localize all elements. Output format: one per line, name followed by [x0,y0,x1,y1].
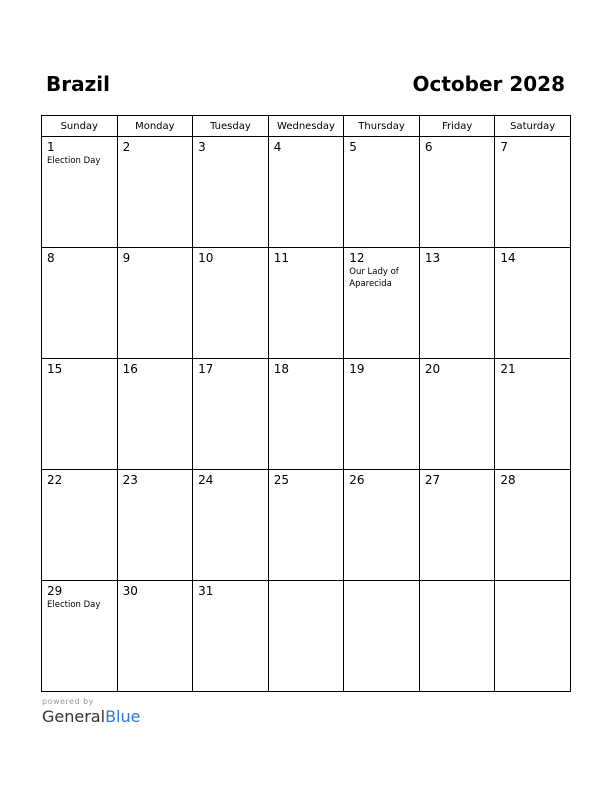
day-number: 17 [198,362,214,376]
day-cell [495,470,571,581]
day-number: 1 [47,140,55,154]
day-cell [268,248,344,359]
day-cell [268,581,344,692]
calendar-grid [41,115,571,692]
week-row [42,470,571,581]
day-number: 23 [122,473,138,487]
day-cell [117,470,193,581]
day-cell [42,248,118,359]
day-number: 22 [47,473,63,487]
day-number: 12 [349,251,365,265]
day-cell [495,248,571,359]
day-cell [42,137,118,248]
weekday-tuesday: Tuesday [193,116,269,137]
brand-logo [42,707,140,726]
day-number: 8 [47,251,55,265]
day-cell [419,248,495,359]
day-number: 3 [198,140,206,154]
day-number: 31 [198,584,214,598]
weekday-monday: Monday [117,116,193,137]
day-number: 28 [500,473,516,487]
week-row [42,359,571,470]
day-number: 14 [500,251,516,265]
day-number: 7 [500,140,509,154]
day-number: 24 [198,473,214,487]
day-cell [193,248,269,359]
day-cell [193,470,269,581]
holiday-label: Election Day [47,156,101,166]
day-number: 13 [424,251,441,265]
day-cell [495,137,571,248]
brand-blue: Blue [105,707,141,726]
day-cell [344,359,420,470]
day-number: 18 [273,362,289,376]
powered-by-text: powered by [42,697,94,706]
country-title: Brazil [46,72,110,96]
day-number: 27 [424,473,441,487]
day-cell [344,248,420,359]
day-cell [419,470,495,581]
month-year-title: October 2028 [412,72,565,96]
day-cell [193,137,269,248]
brand-general: General [42,707,106,726]
day-cell [193,581,269,692]
holiday-label: Election Day [47,600,101,610]
day-cell [344,581,420,692]
day-number: 6 [424,140,433,154]
day-cell [117,581,193,692]
holiday-label: Our Lady of Aparecida [349,267,399,289]
day-number: 10 [198,251,214,265]
day-cell [419,359,495,470]
day-number: 15 [47,362,63,376]
day-number: 25 [273,473,289,487]
day-cell [344,137,420,248]
day-cell [117,359,193,470]
day-number: 16 [122,362,138,376]
week-row [42,581,571,692]
day-number: 26 [349,473,365,487]
week-row [42,248,571,359]
day-cell [344,470,420,581]
day-number: 2 [122,140,131,154]
day-number: 5 [349,140,357,154]
weekday-saturday: Saturday [495,116,571,137]
day-number: 20 [424,362,441,376]
day-cell [42,581,118,692]
day-cell [495,581,571,692]
weekday-header-row [42,116,571,137]
day-cell [117,248,193,359]
footer-branding [42,697,140,726]
week-row [42,137,571,248]
day-cell [268,359,344,470]
day-cell [419,137,495,248]
day-cell [495,359,571,470]
weekday-thursday: Thursday [344,116,420,137]
day-cell [117,137,193,248]
weekday-friday: Friday [419,116,495,137]
weekday-wednesday: Wednesday [268,116,344,137]
day-cell [268,137,344,248]
day-cell [42,470,118,581]
day-number: 4 [273,140,282,154]
day-number: 9 [122,251,131,265]
day-cell [419,581,495,692]
day-cell [193,359,269,470]
day-number: 21 [500,362,516,376]
day-cell [268,470,344,581]
day-number: 30 [122,584,138,598]
day-number: 29 [47,584,63,598]
day-number: 11 [273,251,289,265]
weekday-sunday: Sunday [42,116,118,137]
day-number: 19 [349,362,365,376]
day-cell [42,359,118,470]
